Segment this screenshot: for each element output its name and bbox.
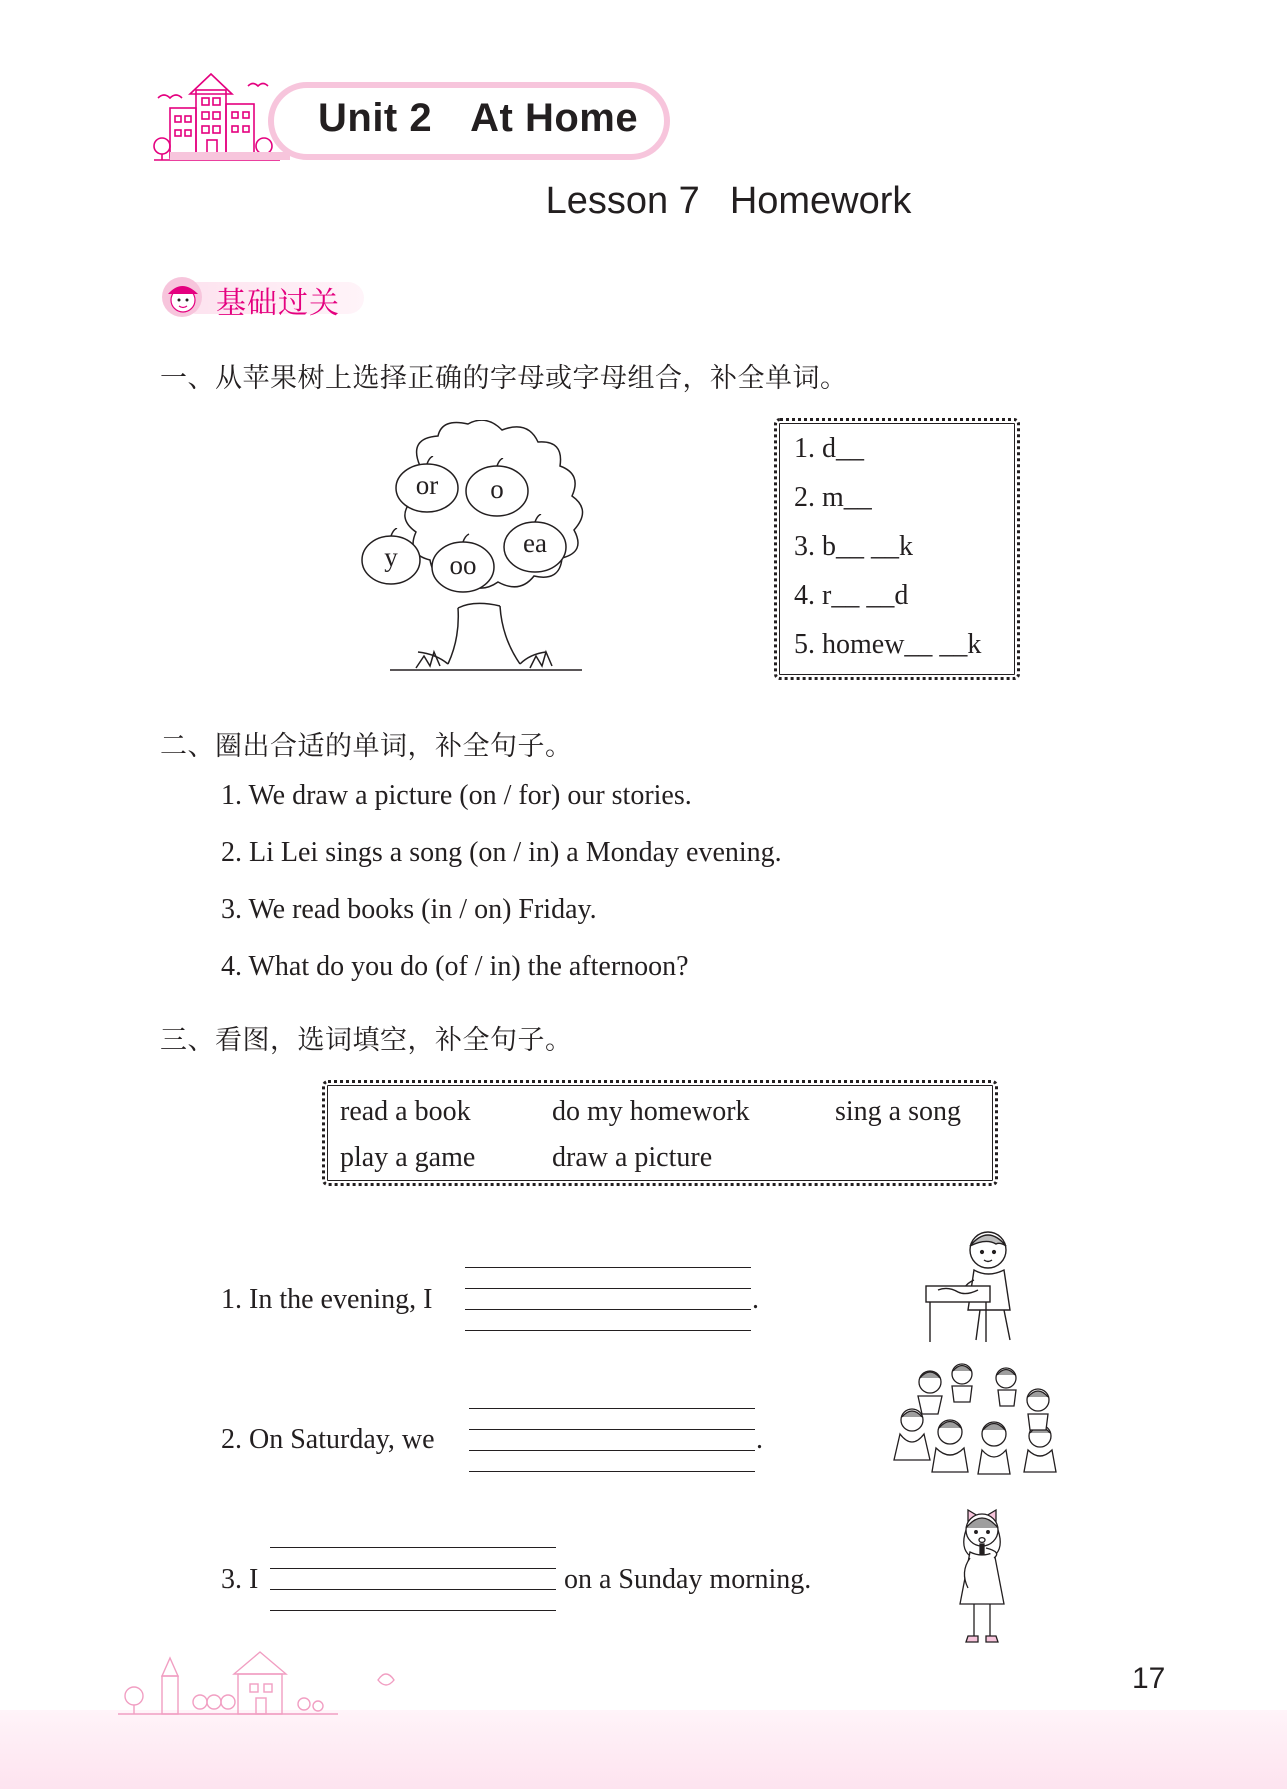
unit-banner (150, 68, 670, 168)
boy-drawing-picture-icon (924, 1226, 1028, 1344)
footer-band (0, 1710, 1287, 1789)
unit-name: At Home (470, 96, 639, 140)
section-badge (158, 272, 378, 322)
phrase: draw a picture (552, 1142, 713, 1173)
question-1-prefix: 1. In the evening, I (221, 1284, 433, 1315)
apple-label: o (490, 474, 504, 504)
answer-line[interactable] (270, 1589, 556, 1590)
girl-singing-icon (946, 1500, 1018, 1648)
unit-number: Unit 2 (318, 96, 433, 140)
unit-title (318, 96, 638, 141)
answer-line[interactable] (469, 1450, 755, 1451)
answer-line (469, 1471, 755, 1472)
answer-line (465, 1267, 751, 1268)
town-decoration-icon (118, 1646, 338, 1716)
question-2-prefix: 2. On Saturday, we (221, 1424, 435, 1455)
lesson-name: Homework (729, 180, 912, 222)
apple-label: or (415, 470, 439, 500)
apple-tree (350, 420, 610, 680)
sentence: 4. What do you do (of / in) the afternoon? (221, 951, 689, 982)
answer-line (270, 1568, 556, 1569)
badge-label: 基础过关 (216, 287, 340, 320)
answer-line[interactable] (465, 1309, 751, 1310)
word-item: 3. b__ __k (794, 531, 913, 562)
exercise3-heading: 三、看图，选词填空，补全句子。 (160, 1025, 573, 1055)
page-number: 17 (1132, 1662, 1166, 1695)
question-3-prefix: 3. I (221, 1564, 259, 1595)
exercise2-heading: 二、圈出合适的单词，补全句子。 (160, 731, 573, 761)
sentence: 1. We draw a picture (on / for) our stories. (221, 780, 692, 811)
word-item: 1. d__ (794, 433, 864, 464)
apple-label: oo (449, 550, 477, 580)
phrase: do my homework (552, 1096, 750, 1127)
girl-face-icon (158, 272, 208, 322)
answer-line (270, 1610, 556, 1611)
apple-label: y (384, 542, 398, 572)
lesson-number: Lesson 7 (545, 180, 700, 222)
answer-line (465, 1288, 751, 1289)
sentence: 2. Li Lei sings a song (on / in) a Monday evening. (221, 837, 782, 868)
word-item: 4. r__ __d (794, 580, 909, 611)
phrase: play a game (340, 1142, 476, 1173)
exercise1-heading: 一、从苹果树上选择正确的字母或字母组合，补全单词。 (160, 363, 848, 393)
answer-line (469, 1408, 755, 1409)
apple-label: ea (523, 528, 547, 558)
question-1-suffix: . (752, 1284, 759, 1315)
word-item: 5. homew__ __k (794, 629, 982, 660)
question-2-suffix: . (756, 1424, 763, 1455)
balloon-icon (374, 1670, 398, 1690)
answer-line (465, 1330, 751, 1331)
children-playing-game-icon (890, 1360, 1068, 1478)
word-item: 2. m__ (794, 482, 872, 513)
question-3-suffix: on a Sunday morning. (564, 1564, 812, 1595)
sentence: 3. We read books (in / on) Friday. (221, 894, 597, 925)
phrase: read a book (340, 1096, 471, 1127)
phrase: sing a song (835, 1096, 961, 1127)
lesson-title (0, 180, 1287, 223)
answer-line (469, 1429, 755, 1430)
answer-line (270, 1547, 556, 1548)
